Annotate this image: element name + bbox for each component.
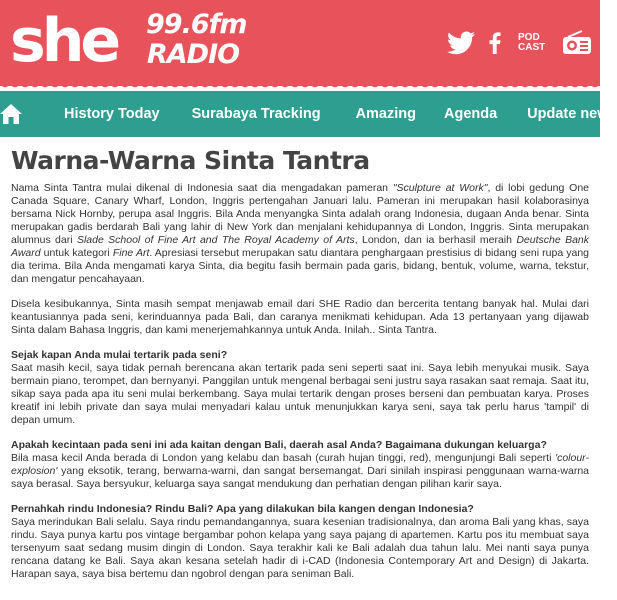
paragraph-text: , di lobi gedung One Canada Square, Canary Wharf, London, Inggris pertengahan Januari lalu. Pameran ini merupakan hasil kolaborasinya bersama Nick Hornby, perupa asal Inggris. Bila Anda menyangka Sinta adalah orang Indonesia, dugaan Anda benar. Sinta merupakan gadis berdarah Bali yang lahir di New York dan menjalani kehidupannya di London, Inggris. Sinta merupakan alumnus dari (11, 182, 589, 246)
interview-answer: Saat masih kecil, saya tidak pernah berencana akan tertarik pada seni seperti saat ini. Saya lebih menyukai musik. Saya bermain piano, terompet, dan bernyanyi. Panggilan untuk mengenal berbagai seni justru saya rasakan saat remaja. Saat itu, sikap saya pada apa itu seni mulai berkembang. Saya mulai tertarik dengan proses berseni dan pembuatan karya. Proses kreatif ini lebih private dan saya mulai menyadari kalau untuk menunjukkan karya seni, saya tak perlu harus 'tampil' di depan umum. (11, 362, 589, 426)
paragraph-text: Nama Sinta Tantra mulai dikenal di Indonesia saat dia mengadakan pameran (11, 182, 393, 194)
facebook-icon[interactable] (489, 0, 505, 86)
twitter-icon[interactable] (447, 0, 477, 86)
paragraph-text: . Apresiasi tersebut merupakan satu diantara penghargaan prestisius di bidang seni rupa yang dia terima. Bila Anda mengamati karya Sinta, dia begitu fasih bermain pada garis, bidang, bentuk, volume, warna, tekstur, dan mengatur pencahayaan. (11, 247, 590, 285)
header-scallop-edge (0, 83, 600, 91)
italic-text: Fine Art (112, 247, 150, 259)
italic-text: 'colour-explosion' (11, 452, 589, 477)
article-title: Warna-Warna Sinta Tantra (11, 146, 370, 175)
logo-radio: RADIO (147, 39, 240, 70)
main-nav (0, 91, 617, 137)
article-paragraph: Disela kesibukannya, Sinta masih sempat menjawab email dari SHE Radio dan bercerita tentang banyak hal. Mulai dari keantusiannya pada seni, kerinduannya pada Bali, dan caranya menikmati kehidupan. Ada 13 pertanyaan yang dijawab Sinta dalam Bahasa Inggris, dan kami menerjemahkannya untuk Anda. Inilah.. Sinta Tantra. (11, 298, 589, 336)
site-header (0, 0, 600, 86)
home-icon[interactable] (0, 91, 22, 137)
podcast-label-top: POD (518, 32, 540, 43)
italic-text: Deutsche Bank Award (11, 234, 590, 259)
interview-question: Pernahkah rindu Indonesia? Rindu Bali? Apa yang dilakukan bila kangen dengan Indonesia? (11, 503, 474, 515)
logo-frequency: 99.6fm (146, 9, 247, 40)
interview-answer: Saya merindukan Bali selalu. Saya rindu pemandangannya, suara kesenian tradisionalnya, dan aroma Bali yang khas, saya rindu. Saya punya kartu pos vintage bergambar pohon kelapa yang saya pajang di apartemen. Kartu pos itu membuat saya tersenyum saat sedang musim dingin di London. Saya terakhir kali ke Bali adalah dua tahun lalu. Mei nanti saya punya rencana datang ke Bali. Saya akan kesana setelah hadir di i-CAD (Indonesia Contemporary Art and Design) di Jakarta. Harapan saya, saya bisa bertemu dan ngobrol dengan para seniman Bali. (11, 516, 589, 580)
italic-text: Slade School of Fine Art and The Royal Academy of Arts (76, 234, 355, 246)
article-paragraph (11, 182, 589, 286)
paragraph-text: yang eksotik, terang, berwarna-warni, dan sangat bersemangat. Dari sinilah inspirasi penggunaan warna-warna saya berasal. Saya bersyukur, keluarga saya sangat mendukung dan perhatian dengan pilihan karir saya. (11, 465, 589, 490)
nav-item-agenda[interactable]: Agenda (443, 106, 498, 122)
paragraph-text: Bila masa kecil Anda berada di London yang kelabu dan basah (curah hujan tinggi, red), mengunjungi Bali seperti (11, 452, 556, 464)
paragraph-text: untuk kategori (40, 247, 113, 259)
nav-item-amazing[interactable]: Amazing (355, 106, 416, 122)
interview-question: Apakah kecintaan pada seni ini ada kaitan dengan Bali, daerah asal Anda? Bagaimana dukungan keluarga? (11, 439, 547, 451)
interview-question: Sejak kapan Anda mulai tertarik pada seni? (11, 349, 228, 361)
podcast-label-bottom: CAST (518, 42, 546, 53)
nav-item-history-today[interactable]: History Today (64, 106, 160, 122)
interview-answer (11, 452, 589, 491)
radio-icon[interactable] (562, 0, 594, 86)
logo-she: she (10, 6, 118, 76)
podcast-icon[interactable] (518, 0, 554, 86)
nav-item-update-news[interactable]: Update news (527, 106, 617, 122)
italic-text: "Sculpture at Work" (392, 182, 488, 194)
she-radio-logo[interactable] (10, 4, 247, 82)
article-body (11, 182, 589, 593)
nav-item-surabaya-tracking[interactable]: Surabaya Tracking (191, 106, 321, 122)
paragraph-text: , London, dan ia berhasil meraih (354, 234, 517, 246)
